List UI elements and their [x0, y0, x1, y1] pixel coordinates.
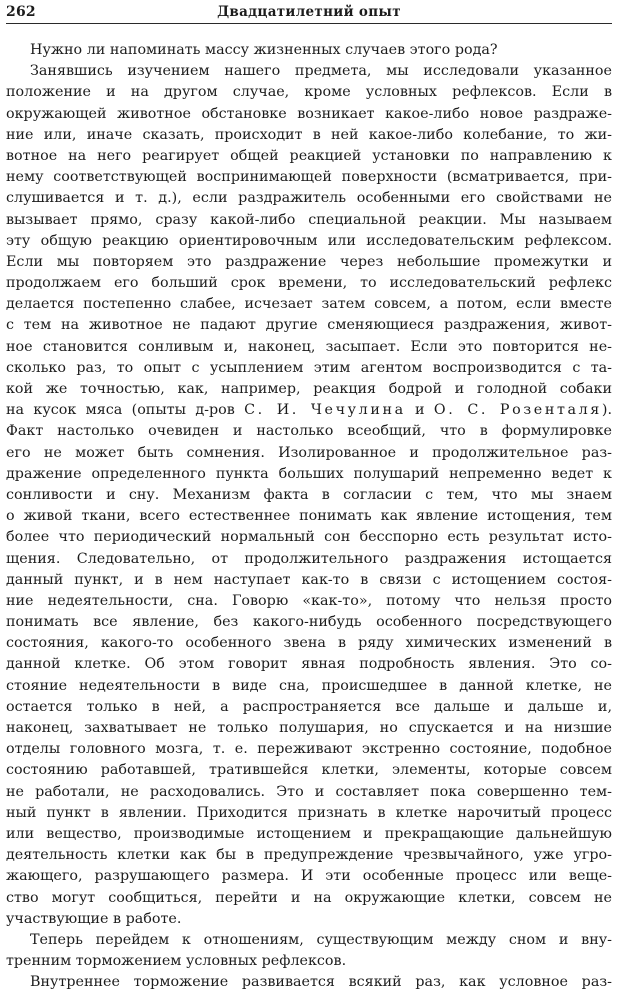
text-line: продолжаем его больший срок времени, то исследовательский рефлекс [6, 275, 612, 292]
text-line: кой же точностью, как, например, реакция бодрой и голодной собаки [6, 381, 612, 397]
text-line: окружающей животное обстановке возникает какое-либо новое раздраже- [6, 105, 612, 122]
text-line: Если мы повторяем это раздражение через небольшие промежутки и [6, 253, 612, 270]
text-line: положение и на другом случае, кроме условных рефлексов. Если в [6, 84, 612, 101]
text-line: стояние недеятельности в виде сна, происшедшее в данной клетке, не [6, 677, 612, 694]
text-line: участвующие в работе. [6, 910, 182, 927]
text-fragment: ). [601, 402, 613, 419]
text-fragment: и [405, 402, 434, 419]
running-title: Двадцатилетний опыт [217, 4, 401, 20]
text-fragment: на кусок мяса (опыты д-ров [6, 402, 245, 419]
text-line: с тем на животное не падают другие сменяющиеся раздражения, живот- [6, 317, 612, 334]
text-line: сколько раз, то опыт с усыплением этим агентом воспроизводится с та- [6, 359, 612, 376]
text-line: Теперь перейдем к отношениям, существующим между сном и вну- [30, 931, 612, 948]
text-line: наконец, захватывает не только полушария, но спускается и на низшие [6, 720, 612, 736]
text-line: дражение определенного пункта больших полушарий непременно ведет к [6, 465, 612, 482]
text-line: делается постепенно слабее, исчезает затем совсем, а потом, если вместе [6, 296, 612, 313]
text-line: данный пункт, и в нем наступает как-то в связи с истощением состоя- [6, 571, 612, 588]
text-line: Факт настолько очевиден и настолько всеобщий, что в формулировке [6, 423, 612, 440]
text-line: ние недеятельности, сна. Говорю «как-то», потому что нельзя просто [6, 592, 612, 609]
text-line: Занявшись изучением нашего предмета, мы исследовали указанное [30, 63, 612, 80]
text-line: его не может быть сомнения. Изолированное и продолжительное раз- [6, 444, 612, 461]
text-line-with-names [6, 400, 612, 421]
text-line: тренним торможением условных рефлексов. [6, 953, 347, 970]
text-line: вотное на него реагирует общей реакцией установки по направлению к [6, 147, 612, 164]
text-line: данной клетке. Об этом говорит явная подробность явления. Это со- [6, 656, 612, 673]
text-line: вызывает прямо, сразу какой-либо специальной реакции. Мы называем [6, 211, 612, 228]
running-header [6, 1, 612, 24]
text-line: жающего, разрушающего размера. И эти особенные процесс или веще- [6, 868, 612, 885]
text-line: слушивается и т. д.), если раздражитель особенными его свойствами не [6, 190, 612, 207]
text-line: эту общую реакцию ориентировочным или исследовательским рефлексом. [6, 232, 612, 249]
author-name-rozental: О. С. Розенталя [433, 402, 602, 419]
text-line: нему соответствующей воспринимающей поверхности (всматривается, при- [6, 169, 612, 186]
text-line: или вещество, производимые истощением и прекращающие дальнейшую [6, 825, 612, 842]
text-line: состоянию работавшей, тратившейся клетки, элементы, которые совсем [6, 762, 612, 779]
text-line: ство могут сообщиться, перейти и на окружающие клетки, совсем не [6, 889, 612, 906]
text-line: о живой ткани, всего естественнее понимать как явление истощения, тем [6, 508, 612, 525]
text-line: более что периодический нормальный сон бесспорно есть результат исто- [6, 529, 612, 546]
text-line: состояния, какого-то особенного звена в ряду химических изменений в [6, 635, 612, 652]
page-number: 262 [6, 4, 36, 20]
text-line: ный пункт в явлении. Приходится признать в клетке нарочитый процесс [6, 804, 612, 821]
text-line: ние или, иначе сказать, происходит в ней какое-либо колебание, то жи- [6, 126, 612, 143]
text-line: не работали, не расходовались. Это и составляет пока совершенно тем- [6, 783, 612, 800]
text-line: щения. Следовательно, от продолжительного раздражения истощается [6, 550, 612, 567]
text-line: сонливости и сну. Механизм факта в согласии с тем, что мы знаем [6, 486, 612, 503]
text-line: Нужно ли напоминать массу жизненных случаев этого рода? [30, 42, 498, 58]
text-line: отделы головного мозга, т. е. переживают экстренно состояние, подобное [6, 741, 612, 758]
body-text [6, 40, 612, 993]
text-line: Внутреннее торможение развивается всякий раз, как условное раз- [30, 974, 612, 991]
author-name-chechulin: С. И. Чечулина [244, 402, 406, 419]
text-line: остается только в ней, а распространяется все дальше и дальше и, [6, 698, 612, 715]
text-line: понимать все явление, без какого-нибудь особенного посредствующего [6, 614, 612, 631]
text-line: деятельность клетки как бы в предупреждение чрезвычайного, уже угро- [6, 847, 612, 864]
text-line: ное становится сонливым и, наконец, засыпает. Если это повторится не- [6, 338, 612, 355]
